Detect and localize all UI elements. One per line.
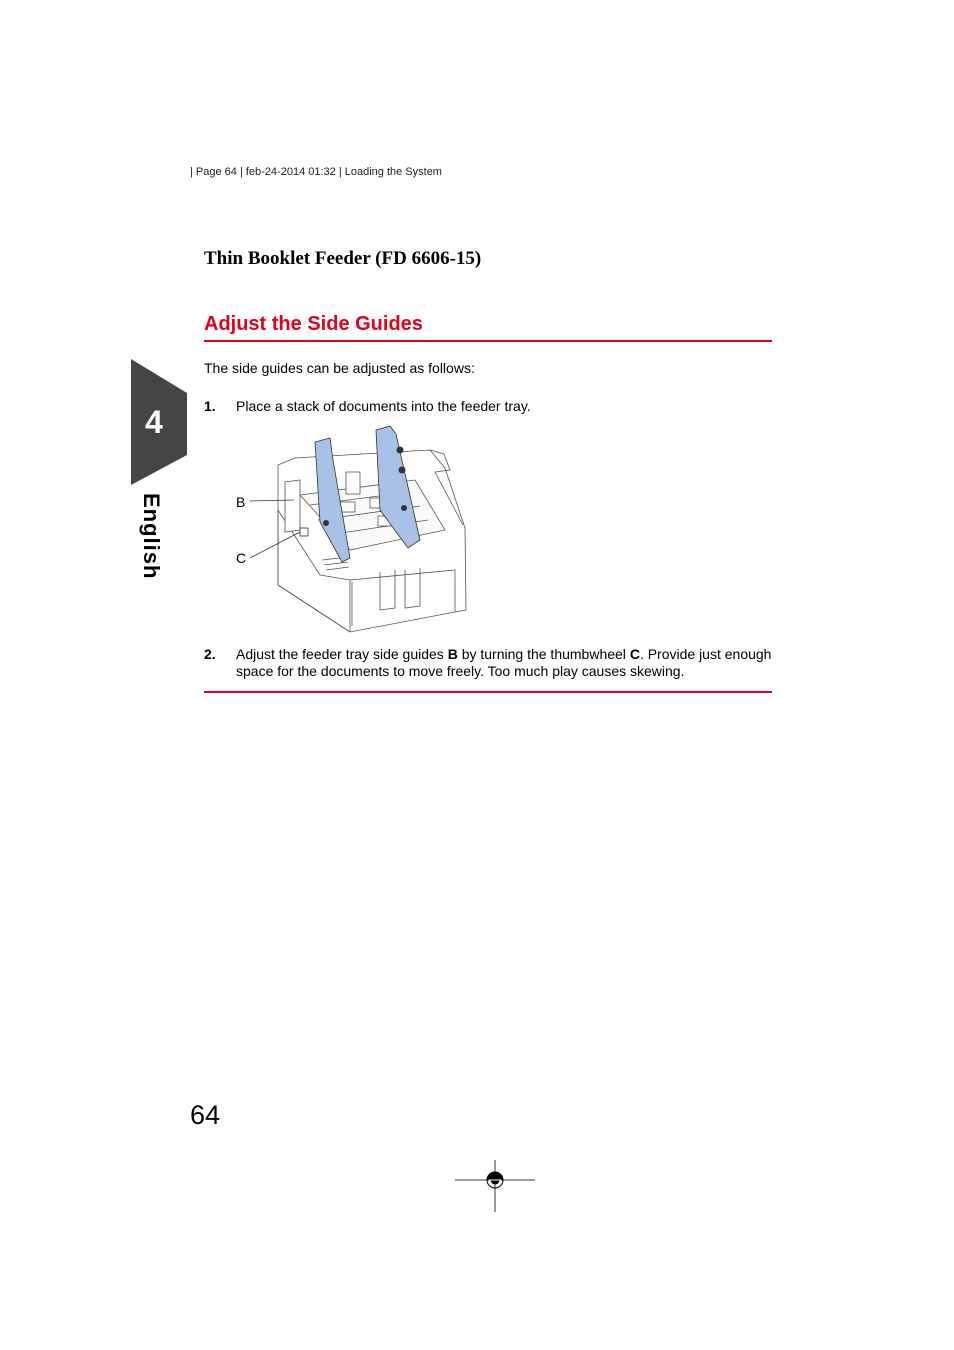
top-rule — [204, 340, 772, 342]
figure-label-c: C — [236, 550, 247, 566]
step-2-ref-b: B — [447, 646, 458, 662]
step-2-number: 2. — [204, 646, 216, 662]
step-2-text-c: . Provide just enough space for the documents to move freely. Too much play causes skewing. — [236, 646, 772, 679]
language-label: English — [139, 493, 164, 580]
feeder-illustration — [230, 420, 470, 635]
bottom-rule — [204, 691, 772, 693]
page-number: 64 — [190, 1100, 221, 1130]
step-1-number: 1. — [204, 398, 216, 414]
step-1-text: Place a stack of documents into the feeder tray. — [236, 398, 531, 414]
step-2-text-a: Adjust the feeder tray side guides — [236, 646, 448, 662]
section-title: Thin Booklet Feeder (FD 6606-15) — [204, 248, 482, 269]
step-2-ref-c: C — [629, 646, 640, 662]
language-label-wrap — [126, 493, 176, 613]
chapter-number: 4 — [145, 404, 163, 440]
intro-text: The side guides can be adjusted as follows: — [204, 360, 475, 376]
subsection-title: Adjust the Side Guides — [204, 313, 423, 335]
registration-mark-icon — [455, 1160, 535, 1212]
figure-label-b: B — [236, 494, 246, 510]
running-header: | Page 64 | feb-24-2014 01:32 | Loading the System — [190, 166, 442, 178]
step-2-text — [236, 646, 776, 680]
step-2-text-b: by turning the thumbwheel — [457, 646, 630, 662]
